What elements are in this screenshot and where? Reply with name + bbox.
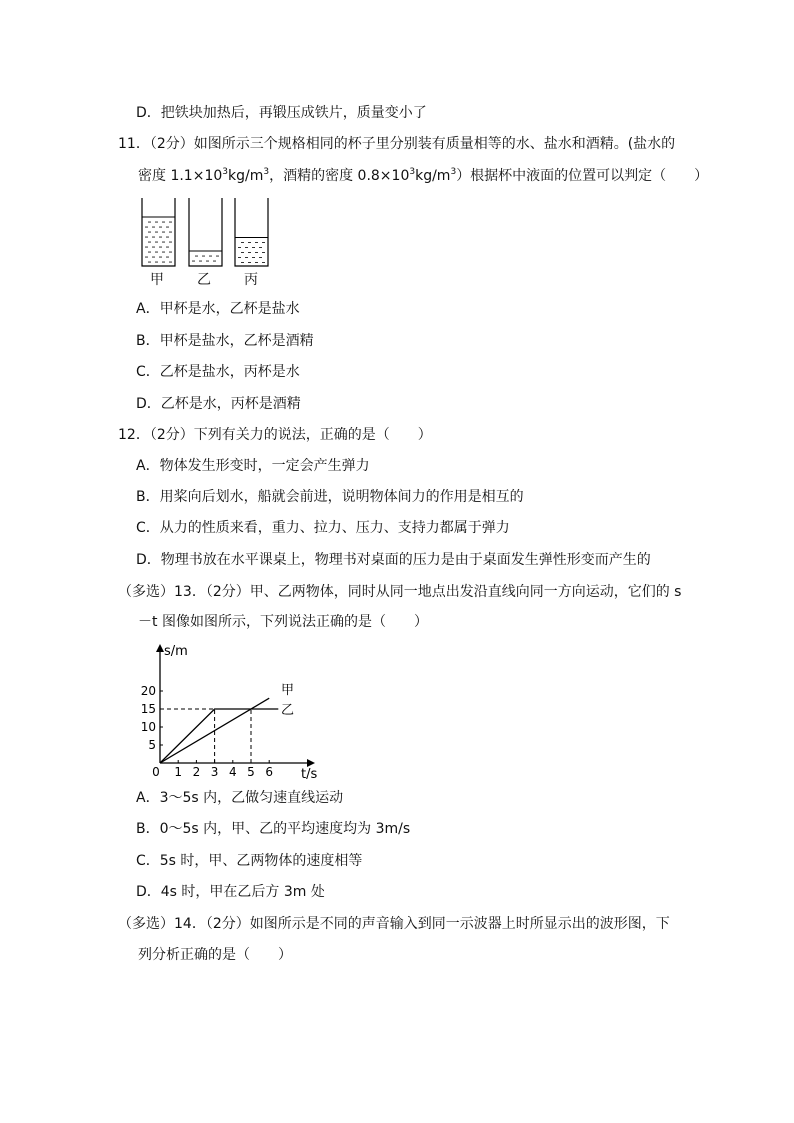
- q13-st-chart: [135, 638, 325, 783]
- q13-option-b: B．0～5s 内，甲、乙的平均速度均为 3m/s: [136, 821, 411, 837]
- q12-option-d: D．物理书放在水平课桌上，物理书对桌面的压力是由于桌面发生弹性形变而产生的: [136, 552, 651, 568]
- x-tick-label: 3: [210, 765, 219, 779]
- y-tick-label: 20: [140, 684, 156, 698]
- q12-option-a: A．物体发生形变时，一定会产生弹力: [136, 458, 370, 474]
- series-label-jia: 甲: [281, 683, 295, 698]
- y-tick-label: 15: [140, 702, 156, 716]
- cup-liquid: [189, 251, 222, 266]
- cup-liquid: [235, 237, 268, 266]
- q11-option-b: B．甲杯是盐水，乙杯是酒精: [136, 333, 314, 349]
- x-tick-label: 6: [265, 765, 274, 779]
- cup-0: [142, 198, 175, 266]
- q12-option-c: C．从力的性质来看，重力、拉力、压力、支持力都属于弹力: [136, 520, 510, 536]
- x-tick-label: 1: [174, 765, 183, 779]
- y-axis-arrow: [156, 644, 164, 652]
- q13-option-d: D．4s 时，甲在乙后方 3m 处: [136, 884, 325, 900]
- q12-stem: 12．（2分）下列有关力的说法，正确的是（ ）: [118, 427, 432, 443]
- cup-label-yi: 乙: [197, 272, 211, 288]
- origin-tick-label: 0: [152, 765, 160, 779]
- x-tick-label: 4: [228, 765, 237, 779]
- y-tick-label: 5: [148, 738, 156, 752]
- q11-stem-line1: 11．（2分）如图所示三个规格相同的杯子里分别装有质量相等的水、盐水和酒精。(盐水的: [118, 136, 676, 152]
- q13-stem-line1: （多选）13．（2分）甲、乙两物体，同时从同一地点出发沿直线向同一方向运动，它们的 s: [118, 584, 682, 600]
- x-tick-label: 2: [192, 765, 201, 779]
- x-axis-label: t/s: [301, 767, 318, 782]
- q12-option-b: B．用桨向后划水，船就会前进，说明物体间力的作用是相互的: [136, 489, 524, 505]
- y-axis-label: s/m: [164, 644, 188, 659]
- q11-stem-line2: 密度 $1.1\times 10^3kg/m^3$，酒精的密度 $0.8\times 10^3kg/m^3$）根据杯中液面的位置可以判定（ ）: [138, 167, 709, 184]
- q11-option-d: D．乙杯是水，丙杯是酒精: [136, 396, 301, 412]
- cup-label-jia: 甲: [150, 272, 164, 288]
- x-axis-arrow: [307, 759, 315, 767]
- x-tick-label: 5: [247, 765, 255, 779]
- q10-option-d: D．把铁块加热后，再锻压成铁片，质量变小了: [136, 105, 427, 121]
- q11-option-c: C．乙杯是盐水，丙杯是水: [136, 364, 300, 380]
- cup-liquid: [142, 217, 175, 266]
- cup-1: [189, 198, 222, 266]
- q13-option-c: C．5s 时，甲、乙两物体的速度相等: [136, 853, 363, 869]
- q13-stem-line2: －t 图像如图所示，下列说法正确的是（ ）: [138, 614, 428, 630]
- cup-label-bing: 丙: [244, 272, 258, 288]
- series-line-yi: [160, 709, 278, 763]
- q13-option-a: A．3～5s 内，乙做匀速直线运动: [136, 790, 344, 806]
- series-label-yi: 乙: [281, 703, 295, 718]
- q14-stem-line1: （多选）14．（2分）如图所示是不同的声音输入到同一示波器上时所显示出的波形图，下: [118, 916, 670, 932]
- q11-option-a: A．甲杯是水，乙杯是盐水: [136, 301, 300, 317]
- cup-2: [235, 198, 268, 266]
- y-tick-label: 10: [140, 720, 156, 734]
- q14-stem-line2: 列分析正确的是（ ）: [138, 947, 292, 963]
